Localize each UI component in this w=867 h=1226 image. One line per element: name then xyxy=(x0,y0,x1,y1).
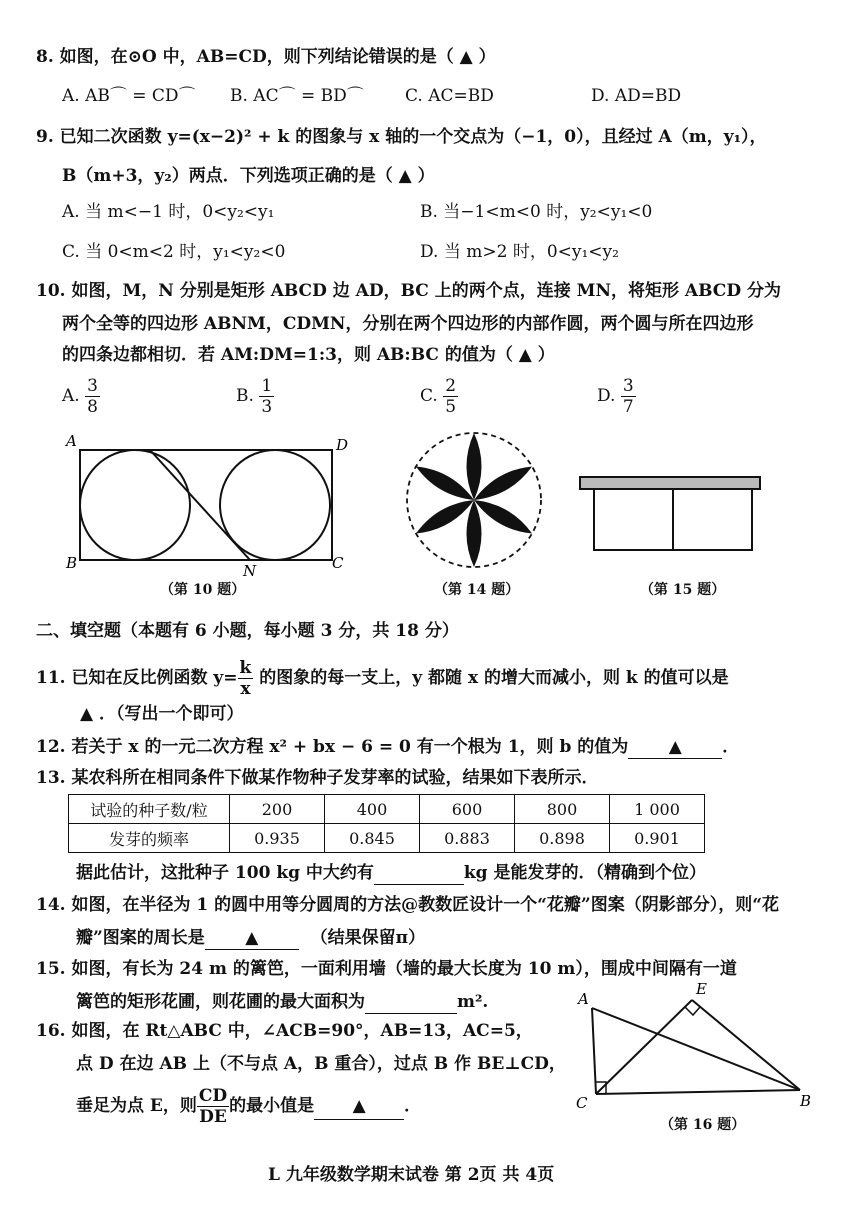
fig16-caption: （第 16 题） xyxy=(660,1117,746,1133)
figure-16 xyxy=(572,978,822,1108)
q12-text: 12. 若关于 x 的一元二次方程 x² + bx − 6 = 0 有一个根为 1，则 b 的值为 xyxy=(36,737,629,757)
q16-numerator: CD xyxy=(198,1086,228,1106)
q9-option-c: C. 当 0<m<2 时，y₁<y₂<0 xyxy=(62,242,286,262)
fig16-right-angle-e xyxy=(685,1007,700,1015)
q8-option-a: A. AB⌒ = CD⌒ xyxy=(62,86,196,106)
q10-option-c-fraction xyxy=(443,376,458,417)
q10-option-d-numerator: 3 xyxy=(622,376,634,396)
fig14-petal xyxy=(467,433,482,500)
q8-option-d: D. AD=BD xyxy=(591,86,682,106)
table-cell: 400 xyxy=(325,795,420,824)
q11-pre: 11. 已知在反比例函数 y= xyxy=(36,668,238,688)
q11-post: 的图象的每一支上，y 都随 x 的增大而减小，则 k 的值可以是 xyxy=(253,668,729,688)
q16-fraction xyxy=(197,1086,229,1127)
q10-option-a-fraction xyxy=(85,376,100,417)
fig14-caption: （第 14 题） xyxy=(434,582,520,598)
q14-line1: 14. 如图，在半径为 1 的圆中用等分圆周的方法@教数匠设计一个“花瓣”图案（阴影部分），则“花 xyxy=(36,895,779,915)
q10-option-b-letter: B. xyxy=(236,386,254,406)
q10-option-c-numerator: 2 xyxy=(445,376,457,396)
q10-option-a-denominator: 8 xyxy=(87,397,98,417)
q16-end: ． xyxy=(404,1096,422,1116)
q10-option-b-denominator: 3 xyxy=(261,397,273,417)
q16-answer-blank: ▲ xyxy=(314,1093,404,1120)
q11-numerator: k xyxy=(239,658,252,678)
q10-option-d-denominator: 7 xyxy=(622,397,634,417)
q10-stem-line1: 10. 如图，M，N 分别是矩形 ABCD 边 AD，BC 上的两个点，连接 MN，将矩形 ABCD 分为 xyxy=(36,281,781,301)
q8-option-c: C. AC=BD xyxy=(405,86,494,106)
q8-option-b: B. AC⌒ = BD⌒ xyxy=(230,86,364,106)
q16-line1: 16. 如图，在 Rt△ABC 中，∠ACB=90°，AB=13，AC=5， xyxy=(36,1021,533,1041)
q10-option-b xyxy=(236,376,274,417)
q16-line3-mid: 的最小值是 xyxy=(229,1096,315,1116)
figure-10 xyxy=(60,430,360,580)
fig10-rectangle xyxy=(80,450,332,560)
q10-option-c xyxy=(420,376,458,417)
table-cell: 0.898 xyxy=(515,824,610,853)
q12-end: ． xyxy=(722,737,740,757)
q9-stem-line1: 9. 已知二次函数 y=(x−2)² + k 的图象与 x 轴的一个交点为（−1，0），且经过 A（m，y₁）， xyxy=(36,127,767,147)
q14-answer-blank: ▲ xyxy=(205,927,299,950)
figure-15 xyxy=(578,474,764,554)
q11-denominator: x xyxy=(240,679,251,699)
q10-stem-line2: 两个全等的四边形 ABNM，CDMN，分别在两个四边形的内部作圆，两个圆与所在四边形 xyxy=(62,314,754,334)
fig10-label-a: A xyxy=(66,432,77,450)
q12-line xyxy=(36,736,739,759)
fig16-line-be xyxy=(692,1000,800,1090)
q13-answer-blank xyxy=(374,862,464,885)
q13-stem: 13. 某农科所在相同条件下做某作物种子发芽率的试验，结果如下表所示． xyxy=(36,768,599,788)
section-2-title: 二、填空题（本题有 6 小题，每小题 3 分，共 18 分） xyxy=(36,621,459,641)
fig16-label-e: E xyxy=(696,980,707,998)
table-cell: 0.901 xyxy=(610,824,705,853)
fig10-label-n: N xyxy=(243,562,257,580)
q10-stem-line3: 的四条边都相切．若 AM:DM=1:3，则 AB:BC 的值为（ ▲ ） xyxy=(62,345,555,365)
q16-line3 xyxy=(76,1086,421,1127)
q9-stem-line2: B（m+3，y₂）两点．下列选项正确的是（ ▲ ） xyxy=(62,166,435,186)
q14-line2 xyxy=(76,927,425,950)
figure-14 xyxy=(400,428,550,578)
fig10-right-circle xyxy=(220,450,330,560)
q15-line2 xyxy=(76,991,488,1014)
fig15-caption: （第 15 题） xyxy=(640,582,726,598)
table-cell: 发芽的频率 xyxy=(69,824,230,853)
q15-answer-blank xyxy=(365,991,457,1014)
q10-option-d xyxy=(597,376,636,417)
fig10-label-b: B xyxy=(66,554,78,572)
fig14-petal xyxy=(467,500,482,567)
q13-after-line xyxy=(76,862,706,885)
table-cell: 试验的种子数/粒 xyxy=(69,795,230,824)
fig10-left-circle xyxy=(80,450,190,560)
fig15-wall xyxy=(580,477,760,489)
q10-option-d-letter: D. xyxy=(597,386,616,406)
fig10-label-c: C xyxy=(332,554,344,572)
q13-after-post: kg 是能发芽的．（精确到个位） xyxy=(463,863,706,883)
q16-line3-pre: 垂足为点 E，则 xyxy=(76,1096,197,1116)
q9-option-a: A. 当 m<−1 时，0<y₂<y₁ xyxy=(62,202,275,222)
table-cell: 200 xyxy=(230,795,325,824)
q12-answer-blank: ▲ xyxy=(628,736,722,759)
q10-option-d-fraction xyxy=(621,376,636,417)
q15-line2-post: m². xyxy=(457,992,489,1012)
q11-line2: ▲ ．（写出一个即可） xyxy=(80,704,244,724)
table-cell: 0.883 xyxy=(420,824,515,853)
q14-line2-pre: 瓣”图案的周长是 xyxy=(76,928,205,948)
fig16-side-ac xyxy=(592,1008,596,1094)
table-cell: 800 xyxy=(515,795,610,824)
q10-option-c-letter: C. xyxy=(420,386,438,406)
q14-line2-post: （结果保留π） xyxy=(310,928,426,948)
fig16-label-b: B xyxy=(800,1092,812,1108)
q11-line1 xyxy=(36,658,729,699)
q13-table xyxy=(68,794,705,853)
fig16-side-cb xyxy=(596,1090,800,1094)
fig16-side-ab xyxy=(592,1008,800,1090)
q16-line2: 点 D 在边 AB 上（不与点 A，B 重合），过点 B 作 BE⊥CD， xyxy=(76,1054,566,1074)
table-cell: 600 xyxy=(420,795,515,824)
table-cell: 0.845 xyxy=(325,824,420,853)
q10-option-a-numerator: 3 xyxy=(87,376,98,396)
q10-option-b-fraction xyxy=(259,376,274,417)
q10-option-c-denominator: 5 xyxy=(445,397,457,417)
fig10-caption: （第 10 题） xyxy=(160,582,246,598)
table-row xyxy=(69,824,705,853)
fig16-label-c: C xyxy=(576,1094,588,1108)
table-row xyxy=(69,795,705,824)
q10-option-b-numerator: 1 xyxy=(261,376,273,396)
q9-option-b: B. 当−1<m<0 时，y₂<y₁<0 xyxy=(420,202,653,222)
table-cell: 1 000 xyxy=(610,795,705,824)
q9-option-d: D. 当 m>2 时，0<y₁<y₂ xyxy=(420,242,619,262)
page-footer: L 九年级数学期末试卷 第 2页 共 4页 xyxy=(268,1165,555,1185)
table-cell: 0.935 xyxy=(230,824,325,853)
fig14-petals xyxy=(412,433,536,567)
fig10-label-d: D xyxy=(336,436,349,454)
q15-line2-pre: 篱笆的矩形花圃，则花圃的最大面积为 xyxy=(76,992,365,1012)
fig16-line-ce xyxy=(596,1000,692,1094)
q10-option-a xyxy=(62,376,100,417)
q10-option-a-letter: A. xyxy=(62,386,80,406)
q15-line1: 15. 如图，有长为 24 m 的篱笆，一面利用墙（墙的最大长度为 10 m），围成中间隔有一道 xyxy=(36,959,737,979)
q13-after-pre: 据此估计，这批种子 100 kg 中大约有 xyxy=(76,863,374,883)
q8-stem: 8. 如图，在⊙O 中，AB=CD，则下列结论错误的是（ ▲ ） xyxy=(36,47,496,67)
q11-fraction xyxy=(238,658,254,699)
q16-denominator: DE xyxy=(199,1107,227,1127)
fig16-label-a: A xyxy=(578,990,589,1008)
